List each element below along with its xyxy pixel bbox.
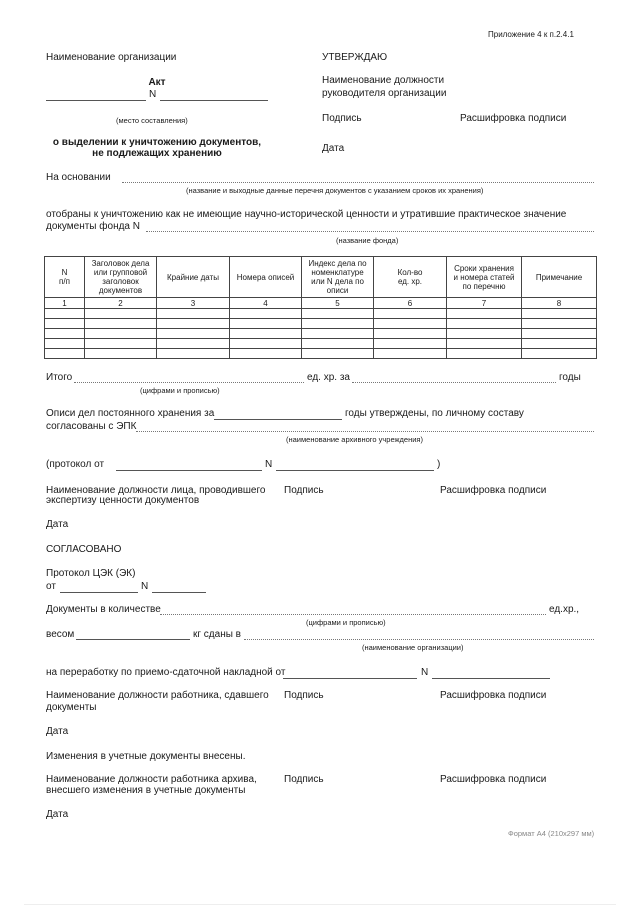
expert-date-label: Дата [46,519,69,530]
page-edge-divider [24,904,616,905]
docs-quantity-line[interactable] [160,614,546,615]
act-title: Акт [148,77,166,88]
docs-quantity-hint: (цифрами и прописью) [306,618,386,627]
approve-decoding-label: Расшифровка подписи [460,113,567,124]
docs-invoice-number-line[interactable] [432,678,550,679]
handover-position-line-1: Наименование должности работника, сдавшего [46,690,269,701]
col-number: 3 [157,298,230,309]
act-subject-line-1: о выделении к уничтожению документов, [52,137,262,148]
col-header-number: N п/п [45,257,85,298]
col-header-retention: Сроки хранения и номера статей по перечню [447,257,522,298]
total-input-line[interactable] [74,382,304,383]
basis-input-line[interactable] [122,182,594,183]
inventories-years-line[interactable] [214,419,342,420]
agreed-number-line[interactable] [152,592,206,593]
approve-position-line-1: Наименование должности [322,75,445,86]
selected-line-2: документы фонда N [46,221,140,232]
docs-quantity-label: Документы в количестве [46,604,161,615]
table-row[interactable] [45,319,597,329]
col-number: 1 [45,298,85,309]
col-number: 2 [85,298,157,309]
archive-decoding-label: Расшифровка подписи [440,774,547,785]
total-hint: (цифрами и прописью) [140,386,220,395]
approve-signature-label: Подпись [322,113,362,124]
approve-heading: УТВЕРЖДАЮ [322,52,388,63]
act-number-label: N [149,89,157,100]
inventories-text-a: Описи дел постоянного хранения за [46,408,215,419]
docs-processing-label: на переработку по приемо-сдаточной накладной от [46,667,286,678]
docs-invoice-number-label: N [421,667,429,678]
col-header-title: Заголовок дела или групповой заголовок документов [85,257,157,298]
place-hint: (место составления) [116,116,188,125]
expert-decoding-label: Расшифровка подписи [440,485,547,496]
col-number: 7 [447,298,522,309]
docs-weight-label: весом [46,629,75,640]
basis-label: На основании [46,172,111,183]
act-place-line[interactable] [46,100,146,101]
col-header-inventories: Номера описей [230,257,302,298]
docs-organization-line[interactable] [244,639,594,640]
archive-institution-line[interactable] [136,431,594,432]
fund-input-line[interactable] [146,231,594,232]
inventories-text-b: годы утверждены, по личному составу [345,408,524,419]
agreed-protocol-label: Протокол ЦЭК (ЭК) [46,568,136,579]
appendix-reference: Приложение 4 к п.2.4.1 [488,30,574,39]
total-period-line[interactable] [352,382,556,383]
handover-position-line-2: документы [46,702,97,713]
agreed-date-line[interactable] [60,592,138,593]
table-number-row [45,298,597,309]
agreed-from-label: от [46,581,56,592]
col-header-dates: Крайние даты [157,257,230,298]
table-row[interactable] [45,339,597,349]
total-label: Итого [46,372,73,383]
agreed-number-label: N [141,581,149,592]
inventories-line-2: согласованы с ЭПК [46,421,137,432]
protocol-number-label: N [265,459,273,470]
archive-date-label: Дата [46,809,69,820]
archive-signature-label: Подпись [284,774,324,785]
handover-decoding-label: Расшифровка подписи [440,690,547,701]
archive-institution-hint: (наименование архивного учреждения) [286,435,423,444]
table-header-row [45,257,597,298]
total-units: ед. хр. за [307,372,350,383]
protocol-close: ) [437,459,441,470]
col-number: 8 [522,298,597,309]
fund-hint: (название фонда) [336,236,399,245]
archive-position-line-1: Наименование должности работника архива, [46,774,257,785]
handover-signature-label: Подпись [284,690,324,701]
act-number-line[interactable] [160,100,268,101]
approve-position-line-2: руководителя организации [322,88,447,99]
selected-line-1: отобраны к уничтожению как не имеющие научно-исторической ценности и утратившие практическое значение [46,209,567,220]
table-row[interactable] [45,309,597,319]
approve-date-label: Дата [322,143,345,154]
changes-note: Изменения в учетные документы внесены. [46,751,246,762]
expert-position-line-2: экспертизу ценности документов [46,495,200,506]
expert-position-line-1: Наименование должности лица, проводившего [46,485,266,496]
documents-table [44,256,597,359]
expert-signature-label: Подпись [284,485,324,496]
protocol-open: (протокол от [46,459,105,470]
protocol-number-line[interactable] [276,470,434,471]
col-number: 6 [374,298,447,309]
act-subject-line-2: не подлежащих хранению [92,148,222,159]
table-row[interactable] [45,349,597,359]
docs-invoice-date-line[interactable] [283,678,417,679]
docs-organization-hint: (наименование организации) [362,643,464,652]
col-header-index: Индекс дела по номенклатуре или N дела по описи [302,257,374,298]
total-years: годы [559,372,581,383]
table-row[interactable] [45,329,597,339]
protocol-date-line[interactable] [116,470,262,471]
docs-kg-label: кг сданы в [193,629,241,640]
docs-weight-line[interactable] [76,639,190,640]
agreed-heading: СОГЛАСОВАНО [46,544,122,555]
paper-format: Формат А4 (210х297 мм) [508,829,595,838]
handover-date-label: Дата [46,726,69,737]
col-header-note: Примечание [522,257,597,298]
col-number: 5 [302,298,374,309]
col-header-quantity: Кол-во ед. хр. [374,257,447,298]
basis-hint: (название и выходные данные перечня документов с указанием сроков их хранения) [186,186,484,195]
organization-name-label: Наименование организации [46,52,177,63]
col-number: 4 [230,298,302,309]
docs-units: ед.хр., [549,604,580,615]
archive-position-line-2: внесшего изменения в учетные документы [46,785,246,796]
